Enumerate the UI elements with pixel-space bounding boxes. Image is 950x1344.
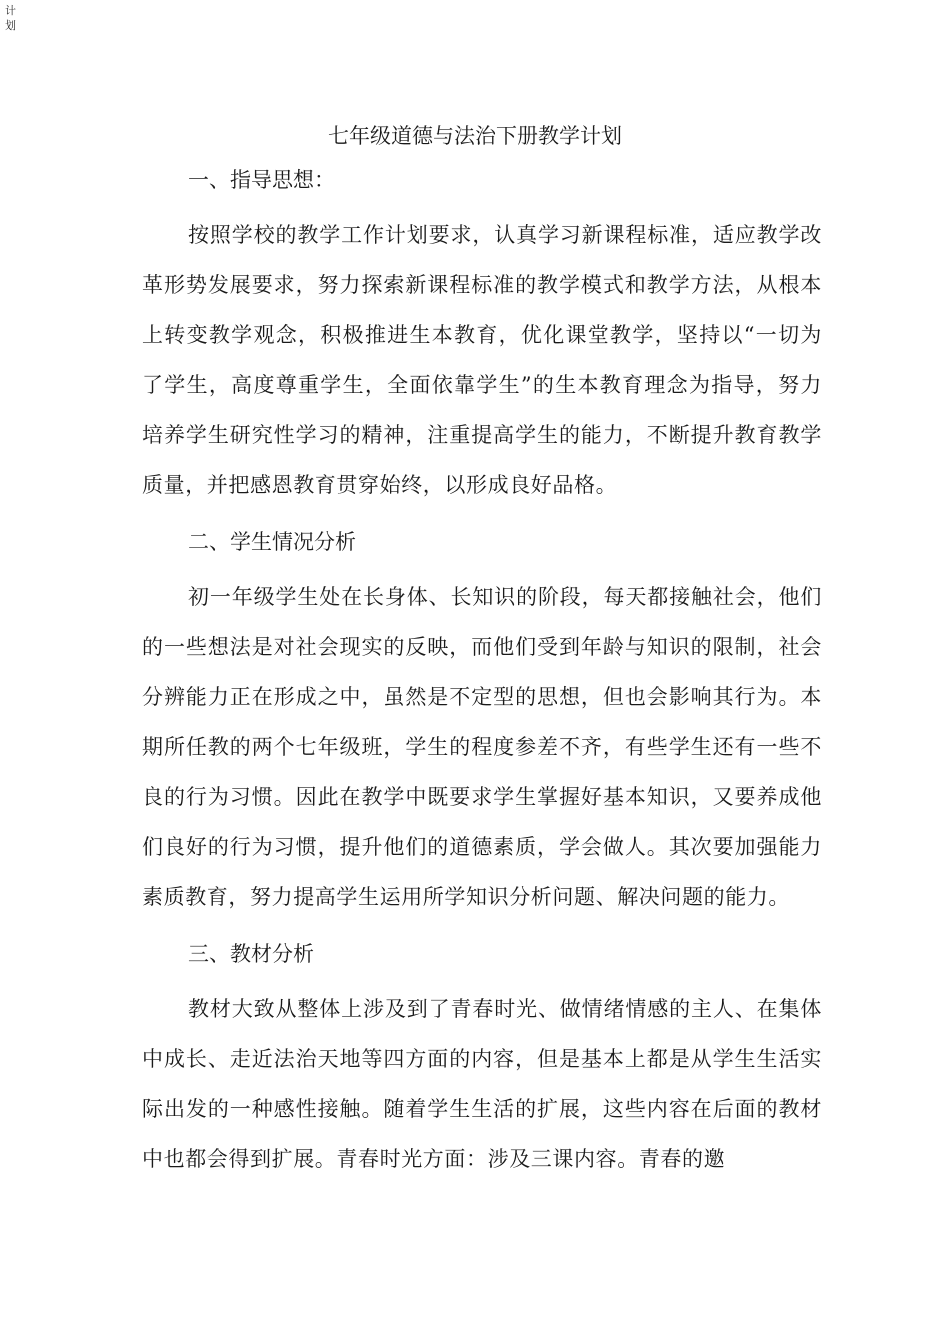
section-heading: 一、指导思想： <box>188 168 335 192</box>
document-title: 七年级道德与法治下册教学计划 <box>328 124 622 148</box>
section-heading: 二、学生情况分析 <box>188 530 356 554</box>
section-guiding-ideology <box>142 160 822 510</box>
section-paragraph: 初一年级学生处在长身体、长知识的阶段，每天都接触社会，他们的一些想法是对社会现实的反映，而他们受到年龄与知识的限制，社会分辨能力正在形成之中，虽然是不定型的思想，但也会影响其行为。本期所任教的两个七年级班，学生的程度参差不齐，有些学生还有一些不良的行为习惯。因此在教学中既要求学生掌握好基本知识，又要养成他们良好的行为习惯，提升他们的道德素质，学会做人。其次要加强能力素质教育，努力提高学生运用所学知识分析问题、解决问题的能力。 <box>142 585 822 909</box>
section-student-analysis <box>142 522 822 922</box>
section-paragraph: 教材大致从整体上涉及到了青春时光、做情绪情感的主人、在集体中成长、走近法治天地等四方面的内容，但是基本上都是从学生生活实际出发的一种感性接触。随着学生生活的扩展，这些内容在后面的教材中也都会得到扩展。青春时光方面：涉及三课内容。青春的邀 <box>142 997 822 1171</box>
section-paragraph: 按照学校的教学工作计划要求，认真学习新课程标准，适应教学改革形势发展要求，努力探索新课程标准的教学模式和教学方法，从根本上转变教学观念，积极推进生本教育，优化课堂教学，坚持以“一切为了学生，高度尊重学生，全面依靠学生”的生本教育理念为指导，努力培养学生研究性学习的精神，注重提高学生的能力，不断提升教育教学质量，并把感恩教育贯穿始终，以形成良好品格。 <box>142 223 822 497</box>
section-heading: 三、教材分析 <box>188 942 314 966</box>
section-textbook-analysis <box>142 934 822 1184</box>
document-body <box>142 160 822 1196</box>
margin-tag: 计划 <box>5 4 16 32</box>
